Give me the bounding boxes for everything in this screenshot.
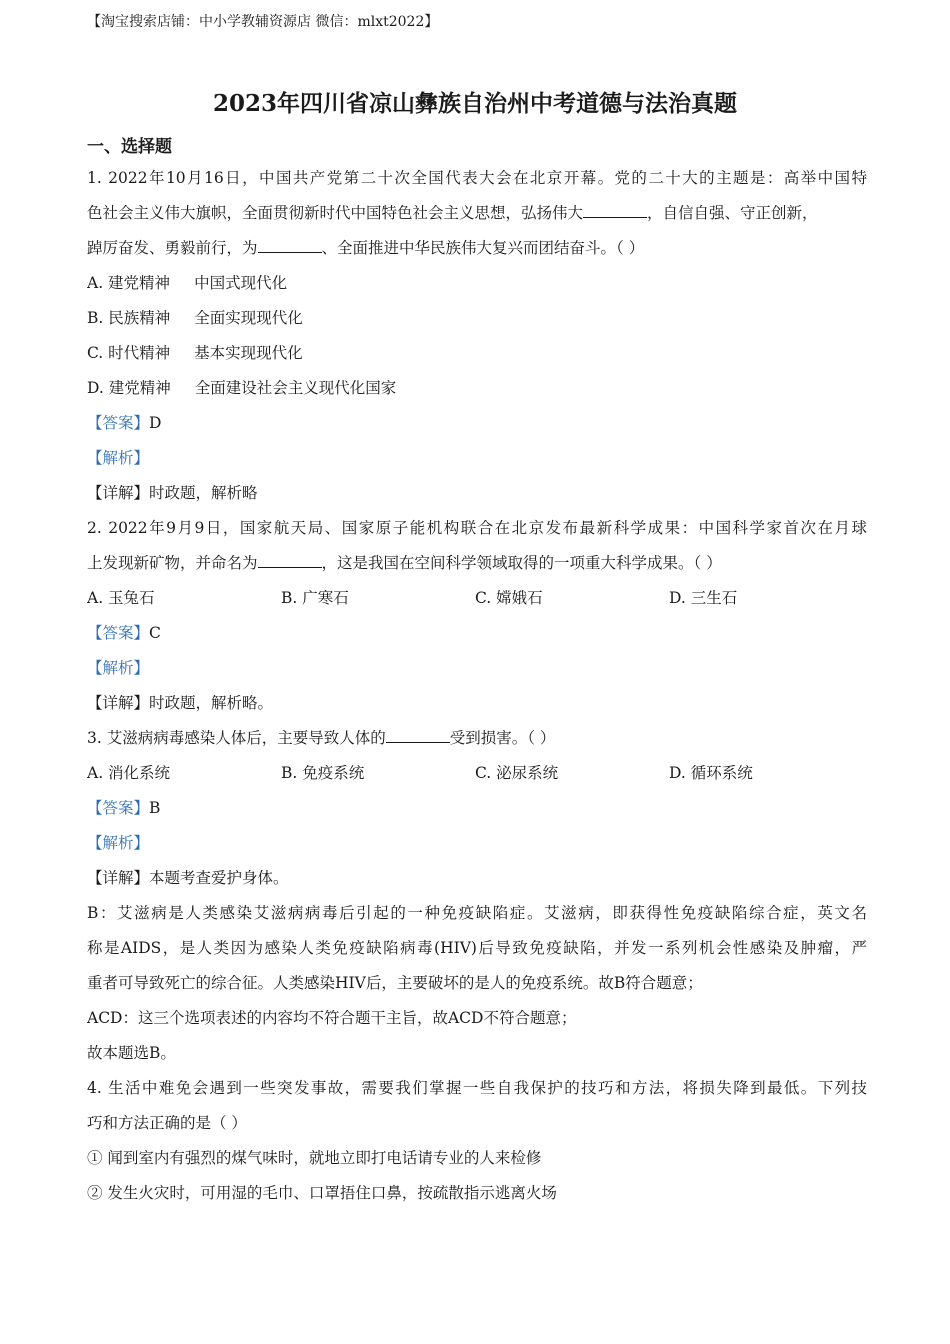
analysis-label: 【解析】 xyxy=(87,659,150,677)
answer-line xyxy=(87,406,867,441)
question-text-line: 色社会主义伟大旗帜，全面贯彻新时代中国特色社会主义思想，弘扬伟大 ，自信自强、守正创新， xyxy=(87,196,867,231)
question-text-line: 3. 艾滋病病毒感染人体后，主要导致人体的 受到损害。（ ） xyxy=(87,721,867,756)
option-d: D. 循环系统 xyxy=(669,764,753,782)
detail-line: 【详解】本题考查爱护身体。 xyxy=(87,869,289,887)
question-text-line: 1. 2022年10月16日，中国共产党第二十次全国代表大会在北京开幕。党的二十大的主题是：高举中国特 xyxy=(87,169,867,187)
question-text-line: 踔厉奋发、勇毅前行，为 、全面推进中华民族伟大复兴而团结奋斗。（ ） xyxy=(87,231,867,266)
option-a: A. 玉兔石 xyxy=(87,589,155,607)
option-c: C. 泌尿系统 xyxy=(475,764,559,782)
detail-line: 【详解】时政题，解析略 xyxy=(87,484,258,502)
explanation-line: 重者可导致死亡的综合征。人类感染HIV后，主要破坏的是人的免疫系统。故B符合题意； xyxy=(87,974,703,992)
detail-line: 【详解】时政题，解析略。 xyxy=(87,694,274,712)
detail-label: 【详解】 xyxy=(87,869,150,887)
analysis-label: 【解析】 xyxy=(87,449,150,467)
option-c: C. 嫦娥石 xyxy=(475,589,543,607)
analysis-line xyxy=(87,651,867,686)
question-3 xyxy=(87,721,867,1071)
option-d: D. 建党精神 全面建设社会主义现代化国家 xyxy=(87,379,397,397)
answer-value: D xyxy=(149,414,162,432)
option-b: B. 免疫系统 xyxy=(281,764,365,782)
option-b: B. 广寒石 xyxy=(281,589,349,607)
detail-label: 【详解】 xyxy=(87,694,150,712)
explanation-line: 称是AIDS，是人类因为感染人类免疫缺陷病毒(HIV)后导致免疫缺陷，并发一系列机会性感染及肿瘤，严 xyxy=(87,939,867,957)
explanation-line: 故本题选B。 xyxy=(87,1044,176,1062)
answer-label: 【答案】 xyxy=(87,624,150,642)
answer-label: 【答案】 xyxy=(87,799,150,817)
document-body xyxy=(87,134,867,1211)
answer-line xyxy=(87,616,867,651)
question-text-line: 2. 2022年9月9日，国家航天局、国家原子能机构联合在北京发布最新科学成果：中国科学家首次在月球 xyxy=(87,519,867,537)
question-text-line: 4. 生活中难免会遇到一些突发事故，需要我们掌握一些自我保护的技巧和方法，将损失降到最低。下列技 xyxy=(87,1079,867,1097)
detail-label: 【详解】 xyxy=(87,484,150,502)
question-text-line: 上发现新矿物，并命名为 ，这是我国在空间科学领域取得的一项重大科学成果。（ ） xyxy=(87,546,867,581)
option-a: A. 建党精神 中国式现代化 xyxy=(87,274,288,292)
page-title: 2023年四川省凉山彝族自治州中考道德与法治真题 xyxy=(212,90,737,117)
question-2 xyxy=(87,511,867,721)
options-row xyxy=(87,756,867,791)
fill-blank xyxy=(386,725,450,743)
options-row xyxy=(87,581,867,616)
analysis-line xyxy=(87,441,867,476)
fill-blank xyxy=(258,550,322,568)
statement-item: ① 闻到室内有强烈的煤气味时，就地立即打电话请专业的人来检修 xyxy=(87,1149,542,1167)
fill-blank xyxy=(583,200,647,218)
answer-value: C xyxy=(149,624,161,642)
fill-blank xyxy=(258,235,322,253)
option-c: C. 时代精神 基本实现现代化 xyxy=(87,344,303,362)
question-1 xyxy=(87,161,867,511)
question-4 xyxy=(87,1071,867,1211)
option-a: A. 消化系统 xyxy=(87,764,171,782)
header-note: 【淘宝搜索店铺：中小学教辅资源店 微信：mlxt2022】 xyxy=(87,14,439,30)
question-text-line: 巧和方法正确的是（ ） xyxy=(87,1114,247,1132)
option-d: D. 三生石 xyxy=(669,589,738,607)
analysis-line xyxy=(87,826,867,861)
section-title: 一、选择题 xyxy=(87,137,172,157)
answer-value: B xyxy=(149,799,161,817)
explanation-line: B：艾滋病是人类感染艾滋病病毒后引起的一种免疫缺陷症。艾滋病，即获得性免疫缺陷综合症，英文名 xyxy=(87,904,867,922)
answer-line xyxy=(87,791,867,826)
answer-label: 【答案】 xyxy=(87,414,150,432)
analysis-label: 【解析】 xyxy=(87,834,150,852)
option-b: B. 民族精神 全面实现现代化 xyxy=(87,309,303,327)
explanation-line: ACD：这三个选项表述的内容均不符合题干主旨，故ACD不符合题意； xyxy=(87,1009,577,1027)
statement-item: ② 发生火灾时，可用湿的毛巾、口罩捂住口鼻，按疏散指示逃离火场 xyxy=(87,1184,557,1202)
